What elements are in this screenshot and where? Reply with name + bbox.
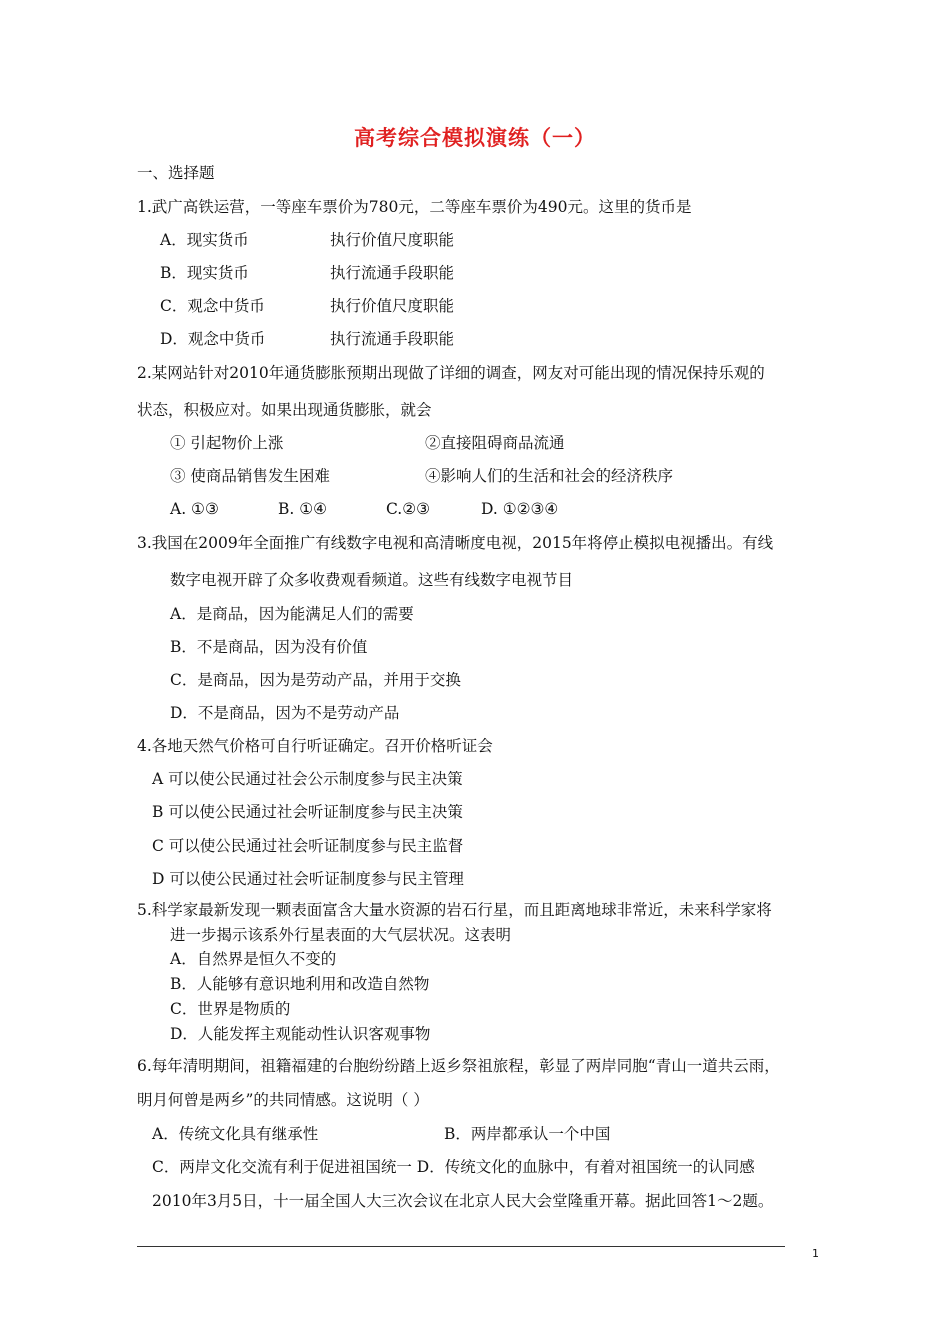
q5-stem-line2: 进一步揭示该系外行星表面的大气层状况。这表明 <box>170 926 512 944</box>
footer-rule <box>137 1246 785 1247</box>
q5-option-a: A．自然界是恒久不变的 <box>170 950 337 968</box>
q1-option-a-label: A．现实货币 <box>160 231 249 249</box>
q1-option-b-text: 执行流通手段职能 <box>330 264 455 282</box>
q4-option-b: B 可以使公民通过社会听证制度参与民主决策 <box>152 803 463 821</box>
q3-option-c: C．是商品，因为是劳动产品，并用于交换 <box>170 671 461 689</box>
q1-option-b-label: B．现实货币 <box>160 264 249 282</box>
q6-option-cd: C．两岸文化交流有利于促进祖国统一 D．传统文化的血脉中，有着对祖国统一的认同感 <box>152 1158 755 1176</box>
q5-stem-line1: 5.科学家最新发现一颗表面富含大量水资源的岩石行星，而且距离地球非常近，未来科学家将 <box>137 901 772 919</box>
q4-option-d: D 可以使公民通过社会听证制度参与民主管理 <box>152 870 464 888</box>
q1-option-d-text: 执行流通手段职能 <box>330 330 455 348</box>
q6-stem-line1: 6.每年清明期间，祖籍福建的台胞纷纷踏上返乡祭祖旅程，彰显了两岸同胞“青山一道共云雨， <box>137 1057 780 1075</box>
q3-stem-line1: 3.我国在2009年全面推广有线数字电视和高清晰度电视，2015年将停止模拟电视播出。有线 <box>137 534 774 552</box>
q2-stem-line2: 状态，积极应对。如果出现通货膨胀，就会 <box>137 401 432 419</box>
q2-answer-d: D. ①②③④ <box>481 500 559 518</box>
q6-stem-line2: 明月何曾是两乡”的共同情感。这说明（ ） <box>137 1091 429 1109</box>
q3-option-a: A．是商品，因为能满足人们的需要 <box>170 605 414 623</box>
q2-stem-line1: 2.某网站针对2010年通货膨胀预期出现做了详细的调查，网友对可能出现的情况保持乐观的 <box>137 364 765 382</box>
q4-option-c: C 可以使公民通过社会听证制度参与民主监督 <box>152 837 464 855</box>
q1-option-a-text: 执行价值尺度职能 <box>330 231 455 249</box>
q1-option-d-label: D．观念中货币 <box>160 330 266 348</box>
page-number: 1 <box>812 1247 819 1260</box>
q1-option-c-label: C．观念中货币 <box>160 297 265 315</box>
q6-option-b: B．两岸都承认一个中国 <box>444 1125 611 1143</box>
q5-option-b: B．人能够有意识地利用和改造自然物 <box>170 975 430 993</box>
q5-option-d: D．人能发挥主观能动性认识客观事物 <box>170 1025 431 1043</box>
q2-answer-b: B. ①④ <box>278 500 328 518</box>
q4-stem: 4.各地天然气价格可自行听证确定。召开价格听证会 <box>137 737 493 755</box>
q6-option-a: A．传统文化具有继承性 <box>152 1125 319 1143</box>
q2-answer-a: A. ①③ <box>170 500 219 518</box>
q3-option-b: B．不是商品，因为没有价值 <box>170 638 368 656</box>
q3-stem-line2: 数字电视开辟了众多收费观看频道。这些有线数字电视节目 <box>170 571 574 589</box>
q1-option-c-text: 执行价值尺度职能 <box>330 297 455 315</box>
q2-item-1: ① 引起物价上涨 <box>170 434 284 452</box>
q5-option-c: C．世界是物质的 <box>170 1000 291 1018</box>
q3-option-d: D．不是商品，因为不是劳动产品 <box>170 704 400 722</box>
q2-item-4: ④影响人们的生活和社会的经济秩序 <box>425 467 674 485</box>
q1-stem: 1.武广高铁运营，一等座车票价为780元，二等座车票价为490元。这里的货币是 <box>137 198 692 216</box>
q2-answer-c: C.②③ <box>386 500 431 518</box>
page-title: 高考综合模拟演练（一） <box>354 126 596 150</box>
q2-item-2: ②直接阻碍商品流通 <box>425 434 565 452</box>
q2-item-3: ③ 使商品销售发生困难 <box>170 467 330 485</box>
context-paragraph: 2010年3月5日，十一届全国人大三次会议在北京人民大会堂隆重开幕。据此回答1～2题。 <box>152 1192 774 1210</box>
q4-option-a: A 可以使公民通过社会公示制度参与民主决策 <box>152 770 463 788</box>
section-heading: 一、选择题 <box>137 164 215 182</box>
